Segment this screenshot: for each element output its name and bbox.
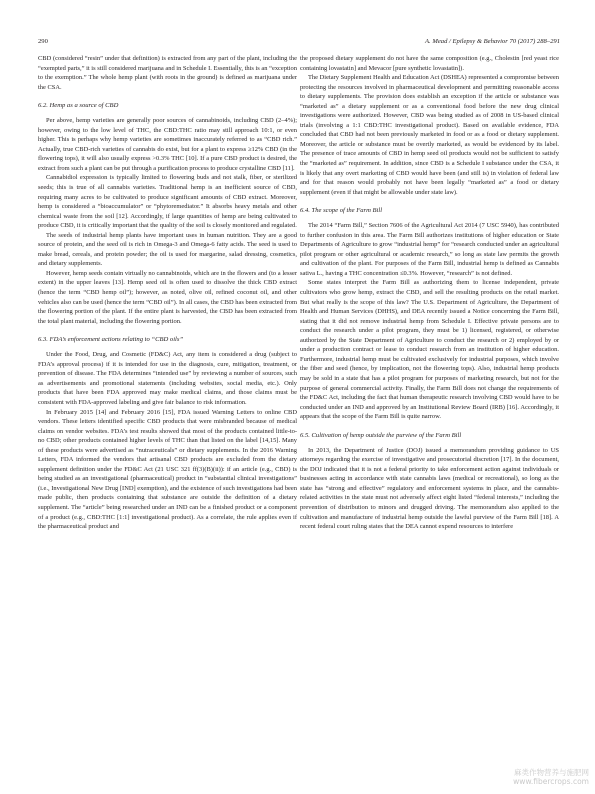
paragraph: The Dietary Supplement Health and Education Act (DSHEA) represented a compromise between protecting the resources involved in pharmaceutical development and permitting reasonable access to dietary supplements. The provision does establish an exception if the article or substance was “marketed as” a dietary supplement or as a conventional food before the new drug clinical investigations were authorized. However, CBD was being studied as of 2008 in US-based clinical trials (involving a 1:1 CBD:THC investigational product). Based on available evidence, FDA concluded that CBD had not been previously marketed in food or as a food or dietary supplement. Moreover, the article or substance must be overtly marketed, as would be evidenced by its label. The presence of trace amounts of CBD in hemp seed oil products would not be sufficient to satisfy the “marketed as” requirement. In addition, since CBD is a Schedule I substance under the CSA, it is likely that any overt marketing of CBD would have been (and still is) in violation of federal law and for that reason would probably not have been legally “marketed as” a food or dietary supplement (even if that might be allowable under state law). [300,74,559,196]
running-title: A. Mead / Epilepsy & Behavior 70 (2017) 288–291 [425,38,560,45]
paragraph: Cannabidiol expression is typically limited to flowering buds and not stalk, fiber, or sterilized seeds; this is true of all cannabis varieties. Traditional hemp is an inefficient source of CBD, requiring many acres to be cultivated to produce significant amounts of CBD extract. Moreover, hemp is considered a “bioaccumulator” or “phytoremediator.” It absorbs heavy metals and other chemical waste from the soil [12]. Accordingly, if large quantities of hemp are being cultivated to produce CBD, it is critically important that the quality of the soil is closely monitored and regulated. [38,174,297,230]
paragraph: CBD (considered “resin” under that definition) is extracted from any part of the plant, including the “exempted parts,” it is still considered marijuana and in Schedule I. Essentially, this is an “exception to the exemption.” The whole hemp plant (with roots in the ground) is defined as marijuana under the CSA. [38,55,297,91]
page-number: 290 [38,38,48,45]
section-heading-6-5: 6.5. Cultivation of hemp outside the purview of the Farm Bill [300,431,462,439]
paragraph: In February 2015 [14] and February 2016 [15], FDA issued Warning Letters to online CBD vendors. These letters identified specific CBD products that were misbranded because of medical claims on vendor websites. FDA’s test results showed that most of the products contained little-to-no CBD; other products contained higher levels of THC than that listed on the label [14,15]. Many of these products were advertised as “nutraceuticals” or dietary supplements. In the 2016 Warning Letters, FDA informed the vendors that artisanal CBD products are excluded from the dietary supplement definition under the FD&C Act (21 USC 321 ff(3)(B)(ii)): if an article (e.g., CBD) is being studied as an investigational (pharmaceutical) product in “substantial clinical investigations” (i.e., Investigational New Drug [IND] exemption), and the existence of such investigations had been made public, then products containing that substance are outside the definition of a dietary supplement. The “article” being researched under an IND can be a finished product or a component of a product (e.g., CBD:THC [1:1] investigational product). As a correlate, the rule applies even if the pharmaceutical product and [38,408,297,531]
paragraph: The seeds of industrial hemp plants have important uses in human nutrition. They are a good source of protein, and the seed oil is rich in Omega-3 and Omega-6 fatty acids. The seed is used to make bread, cereals, and protein powder; the oil is used for margarine, salad dressing, cosmetics, and dietary supplements. [38,231,297,268]
watermark [513,768,589,786]
section-heading-6-2: 6.2. Hemp as a source of CBD [38,102,119,110]
watermark-line-1: 麻类作物营养与施肥网 [514,768,589,777]
right-column [300,54,559,532]
paragraph: Some states interpret the Farm Bill as authorizing them to license independent, private cultivators who grow hemp, extract the CBD, and sell the resulting products on the retail market. But what really is the scope of this law? The U.S. Department of Agriculture, the Department of Health and Human Services (DHHS), and DEA recently issued a Notice concerning the Farm Bill, stating that it did not remove industrial hemp from Schedule I. Effective private persons are to conduct the research under a pilot program, they must be 1) licensed, registered, or otherwise authorized by the State Department of Agriculture to conduct the research or 2) employed by or under a production contract or lease to conduct research from an institution of higher education. Furthermore, industrial hemp must be cultivated exclusively for industrial purposes, which involve the fiber and seed (hence, by implication, not the flowering tops). Also, industrial hemp products may be sold in a state that has a pilot program for purposes of marketing research, but not for the purpose of general commercial activity. Finally, the Farm Bill does not change the requirements of the FD&C Act, including the fact that human therapeutic research involving CBD would have to be conducted under an IND and approved by an Institutional Review Board (IRB) [16]. Accordingly, it appears that the scope of the Farm Bill is quite narrow. [300,279,559,421]
section-heading-6-4: 6.4. The scope of the Farm Bill [300,207,383,215]
paragraph: Per above, hemp varieties are generally poor sources of cannabinoids, including CBD (2–4%); however, owing to the low level of THC, the CBD:THC ratio may still approach 10:1, or even higher. This is perhaps why hemp varieties are sometimes inaccurately referred to as “CBD rich.” Actually, true CBD-rich varieties of cannabis do exist, but for a plant to express ≥12% CBD (in the flowering tops), it will also usually express >0.3% THC [10]. If a pure CBD product is desired, the extract from such a plant can be put through a purification process to produce crystalline CBD [11]. [38,117,297,172]
paragraph: Under the Food, Drug, and Cosmetic (FD&C) Act, any item is considered a drug (subject to FDA’s approval process) if it is intended for use in the diagnosis, cure, mitigation, treatment, or prevention of disease. The FDA determines “intended use” by reviewing a number of sources, such as advertisements and promotional statements (including websites, social media, etc.). Only products that have been FDA approved may make medical claims, and those claims must be consistent with FDA-approved labeling and give fair balance to risk information. [38,351,297,406]
section-heading-6-3: 6.3. FDA’s enforcement actions relating to “CBD oils” [38,336,184,344]
paragraph: However, hemp seeds contain virtually no cannabinoids, which are in the flowers and (to a lesser extent) in the upper leaves [13]. Hemp seed oil is often used to dissolve the thick CBD extract (hence the term “CBD hemp oil”); however, as noted, olive oil, refined coconut oil, and other vehicles also can be used (hence the term “CBD oil”). In all cases, the CBD has been extracted from the flowering portion of the plant. If the entire plant is harvested, the CBD has been extracted from the total plant material, including the flowering portion. [38,269,297,325]
paragraph: In 2013, the Department of Justice (DOJ) issued a memorandum providing guidance to US attorneys regarding the exercise of investigative and prosecutorial discretion [17]. In the document, the DOJ indicated that it is not a federal priority to take enforcement action against individuals or businesses acting in accordance with state cannabis laws (medical or recreational), so long as the state has “strong and effective” regulatory and enforcement systems in place, and the cannabis-related activities in the state must not adversely affect eight listed “federal interests,” including the prevention of distribution to minors and drugged driving. The memorandum also applied to the cultivation and manufacture of industrial hemp outside the lawful purview of the Farm Bill [18]. A recent federal court ruling states that the DEA cannot expend resources to interfere [300,446,559,531]
paragraph: the proposed dietary supplement do not have the same composition (e.g., Cholestin [red yeast rice containing lovastatin] and Mevacor [pure synthetic lovastatin]). [300,55,559,72]
paragraph: The 2014 “Farm Bill,” Section 7606 of the Agricultural Act 2014 (7 USC 5940), has contributed to further confusion in this area. The Farm Bill authorizes institutions of higher education or State Departments of Agriculture to grow “industrial hemp” for “research conducted under an agricultural pilot program or other agricultural or academic research,” so long as state law permits the growth and cultivation of the plant. For purposes of the Farm Bill, industrial hemp is defined as Cannabis sativa L., having a THC concentration ≤0.3%. However, “research” is not defined. [300,222,559,277]
watermark-line-2: www.fibercrops.com [513,777,589,786]
left-column [38,54,297,532]
